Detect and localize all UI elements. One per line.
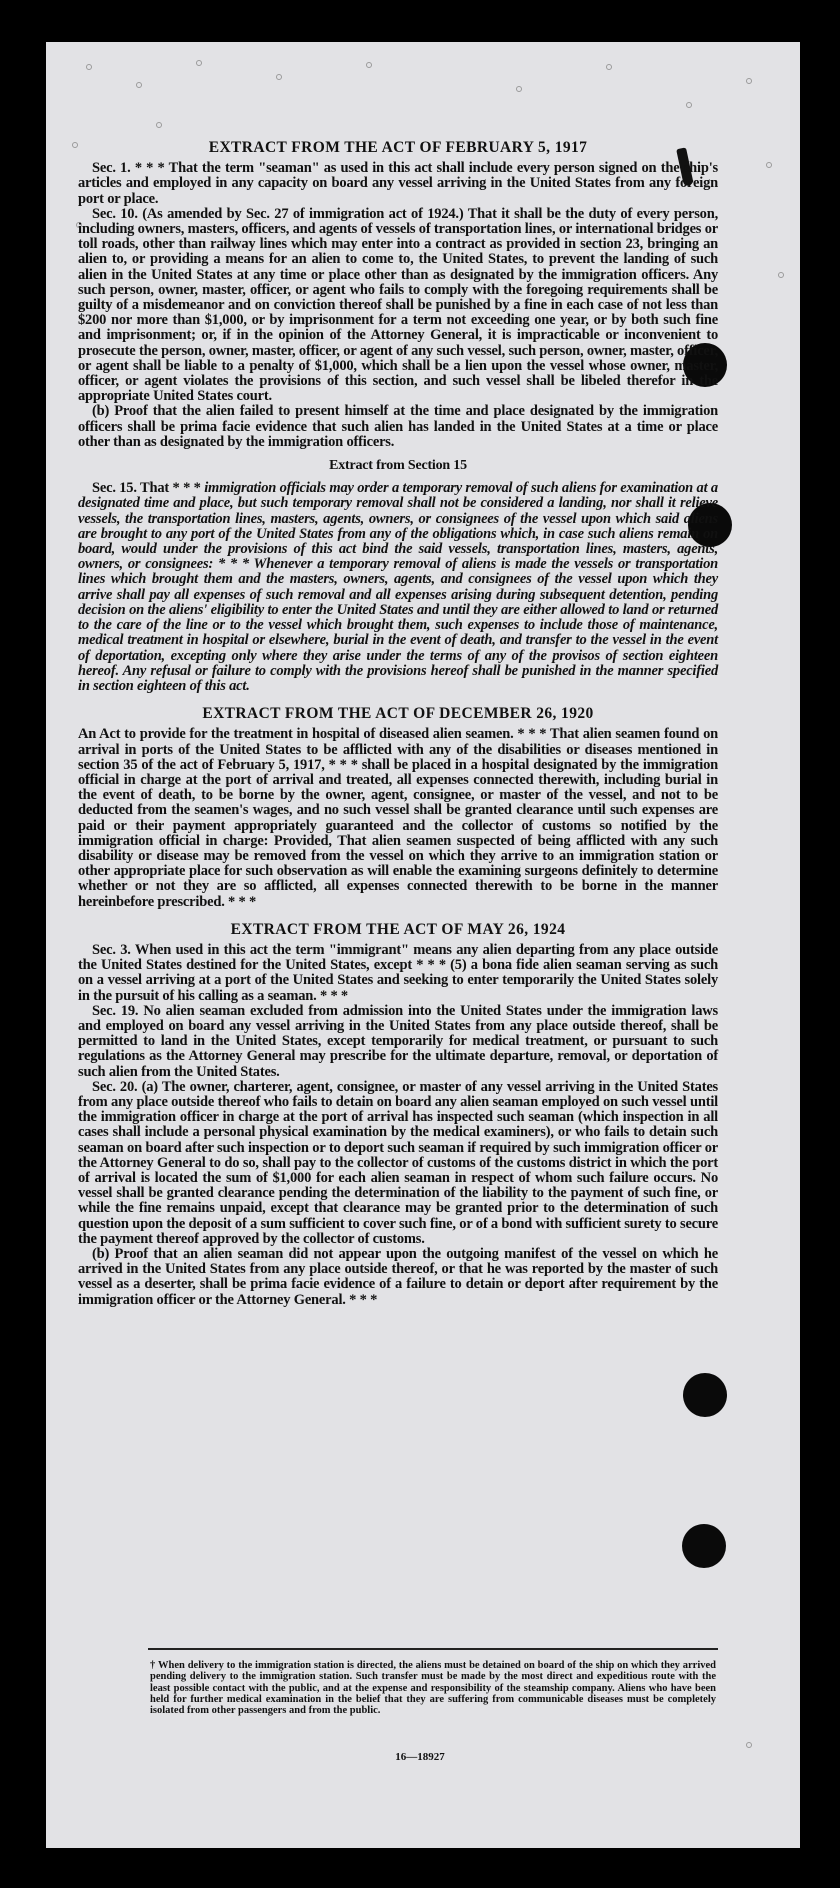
paragraph-sec-20b: (b) Proof that an alien seaman did not appear upon the outgoing manifest of the vessel on which he arrived in the United States from any place outside thereof, or that he was reported by the master of such vessel as a deserter, shall be prima facie evidence of a failure to detain or deport after requirement by the immigration officer or the Attorney General. * * * <box>78 1246 718 1308</box>
paper-speck <box>516 86 522 92</box>
paragraph-sec-19: Sec. 19. No alien seaman excluded from admission into the United States under the immigration laws and employed on board any vessel arriving in the United States from any place outside thereof, shall be permitted to land in the United States, except temporarily for medical treatment, or pursuant to such regulations as the Attorney General may prescribe for the ultimate departure, removal, or deportation of such alien from the United States. <box>78 1002 718 1080</box>
paragraph-sec-15 <box>78 481 718 694</box>
document-body <box>78 140 718 1308</box>
punch-hole <box>682 1524 726 1568</box>
paper-speck <box>196 60 202 66</box>
heading-section-15: Extract from Section 15 <box>329 458 467 474</box>
paper-speck <box>136 82 142 88</box>
heading-act-1920: EXTRACT FROM THE ACT OF DECEMBER 26, 1920 <box>202 705 594 723</box>
paragraph-sec-10b: (b) Proof that the alien failed to present himself at the time and place designated by the immigration officers shall be prima facie evidence that such alien has landed in the United States at a time or place other than as designated by the immigration officers. <box>78 403 718 450</box>
footnote-divider <box>148 1648 718 1650</box>
form-number: 16—18927 <box>395 1751 445 1763</box>
paragraph-sec-20: Sec. 20. (a) The owner, charterer, agent, consignee, or master of any vessel arriving in the United States from any place outside thereof who fails to detain on board any alien seaman employed on such vessel until the immigration officer in charge at the port of arrival has inspected such seaman (which inspection in all cases shall include a personal physical examination by the medical examiners), or who fails to detain such seaman on board after such inspection or to deport such seaman if required by such immigration officer or the Attorney General to do so, shall pay to the collector of customs of the customs district in which the port of arrival is located the sum of $1,000 for each alien seaman in respect of whom such failure occurs. No vessel shall be granted clearance pending the determination of the liability to the payment of such fine, or while the fine remains unpaid, except that clearance may be granted prior to the determination of such question upon the deposit of a sum sufficient to cover such fine, or of a bond with sufficient surety to secure the payment thereof approved by the collector of customs. <box>78 1078 718 1247</box>
paper-speck <box>746 1742 752 1748</box>
paper-speck <box>766 162 772 168</box>
paragraph-act-1920: An Act to provide for the treatment in hospital of diseased alien seamen. * * * That alien seamen found on arrival in ports of the United States to be afflicted with any of the disabilities or diseases mentioned in section 35 of the act of February 5, 1917, * * * shall be placed in a hospital designated by the immigration official in charge at the port of arrival and treated, all expenses connected therewith, including burial in the event of death, to be borne by the owner, agent, consignee, or master of the vessel, and not to be deducted from the seamen's wages, and no such vessel shall be granted clearance until such expenses are paid or their payment appropriately guaranteed and the collector of customs so notified by the immigration official in charge: Provided, That alien seamen suspected of being afflicted with any such disability or disease may be removed from the vessel on which they arrive to an immigration station or other appropriate place for such observation as will enable the examining surgeons definitely to determine whether or not they are so afflicted, all expenses connected therewith to be borne in the manner hereinbefore prescribed. * * * <box>78 726 718 910</box>
sec-15-text: immigration officials may order a temporary removal of such aliens for examination at a designated time and place, but such temporary removal shall not be considered a landing, nor shall it relieve vessels, the transportation lines, masters, agents, owners, or consignees of the vessel upon which said aliens are brought to any port of the United States from any of the obligations which, in case such aliens remain on board, would under the provisions of this act bind the said vessels, transportation lines, masters, agents, owners, or consignees: * * * Whenever a temporary removal of aliens is made the vessels or transportation lines which brought them and the masters, owners, agents, and consignees of the vessel upon which they arrive shall pay all expenses of such removal and all expenses arising during subsequent detention, pending decision on the aliens' eligibility to enter the United States and until they are either allowed to land or returned to the care of the line or to the vessel which brought them, such expenses to include those of maintenance, medical treatment in hospital or elsewhere, burial in the event of death, and transfer to the vessel in the event of deportation, excepting only where they arise under the terms of any of the provisos of section eighteen hereof. Any refusal or failure to comply with the provisions hereof shall be punished in the manner specified in section eighteen of this act. <box>78 480 718 694</box>
paper-speck <box>276 74 282 80</box>
paragraph-sec-1: Sec. 1. * * * That the term "seaman" as used in this act shall include every person signed on the ship's articles and employed in any capacity on board any vessel arriving in the United States from any foreign port or place. <box>78 160 718 207</box>
heading-act-1924: EXTRACT FROM THE ACT OF MAY 26, 1924 <box>230 920 566 938</box>
paper-speck <box>86 64 92 70</box>
footnote: † When delivery to the immigration station is directed, the aliens must be detained on board of the ship on which they arrived pending delivery to the immigration station. Such transfer must be made by the most direct and expeditious route with the least possible contact with the public, and at the expense and responsibility of the steamship company. Aliens who have been held for further medical examination in the belief that they are suffering from communicable diseases must be completely isolated from other passengers and from the public. <box>150 1660 716 1717</box>
punch-hole <box>683 1373 727 1417</box>
paper-speck <box>366 62 372 68</box>
paper-speck <box>606 64 612 70</box>
paragraph-sec-10: Sec. 10. (As amended by Sec. 27 of immigration act of 1924.) That it shall be the duty of every person, including owners, masters, officers, and agents of vessels of transportation lines, or international bridges or toll roads, other than railway lines which may enter into a contract as provided in section 23, bringing an alien to, or providing a means for an alien to come to, the United States, to prevent the landing of such alien in the United States at any time or place other than as designated by the immigration officers. Any such person, owner, master, officer, or agent who fails to comply with the foregoing requirements shall be guilty of a misdemeanor and on conviction thereof shall be punished by a fine in each case of not less than $200 nor more than $1,000, or by imprisonment for a term not exceeding one year, or by both such fine and imprisonment; or, if in the opinion of the Attorney General, it is impracticable or inconvenient to prosecute the person, owner, master, officer, or agent of any such vessel, such person, owner, master, officer, or agent shall be liable to a penalty of $1,000, which shall be a lien upon the vessel whose owner, master, officer, or agent violates the provisions of this section, and such vessel shall be libeled therefor in the appropriate United States court. <box>78 205 718 405</box>
paper-speck <box>686 102 692 108</box>
heading-act-1917: EXTRACT FROM THE ACT OF FEBRUARY 5, 1917 <box>208 139 588 156</box>
paragraph-sec-3: Sec. 3. When used in this act the term "immigrant" means any alien departing from any place outside the United States destined for the United States, except * * * (5) a bona fide alien seaman serving as such on a vessel arriving at a port of the United States and seeking to enter temporarily the United States solely in the pursuit of his calling as a seaman. * * * <box>78 941 718 1004</box>
paper-speck <box>778 272 784 278</box>
paper-speck <box>156 122 162 128</box>
sec-15-lead: Sec. 15. That * * * <box>92 480 201 497</box>
paper-speck <box>746 78 752 84</box>
